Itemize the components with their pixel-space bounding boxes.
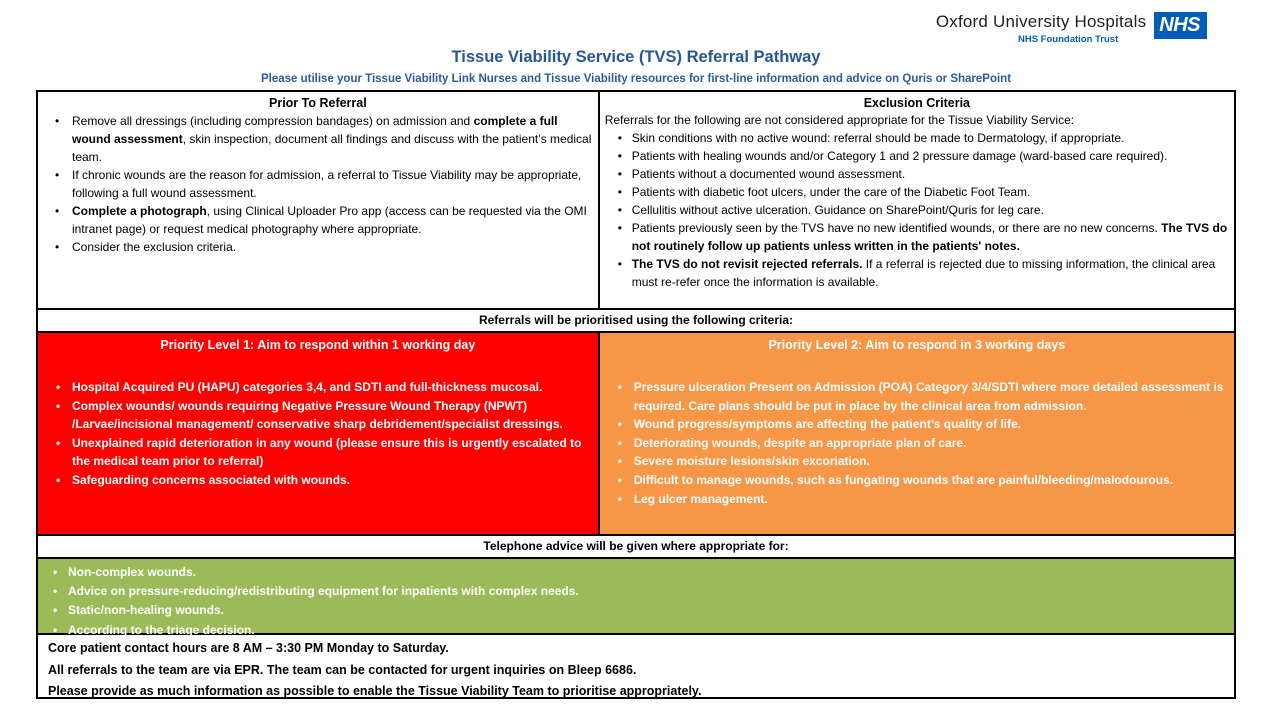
priority1-heading: Priority Level 1: Aim to respond within 1 working day: [160, 338, 476, 352]
list-item: • Pressure ulceration Present on Admission (POA) Category 3/4/SDTI where more detailed assessment is required. Care plans should be put in place by the clinical area from admission.: [606, 378, 1228, 415]
list-item: • Patients with diabetic foot ulcers, under the care of the Diabetic Foot Team.: [606, 183, 1228, 201]
footer-lines: [38, 642, 1234, 698]
list-item: • Patients with healing wounds and/or Category 1 and 2 pressure damage (ward-based care required).: [606, 147, 1228, 165]
telephone-bullet-list: [44, 563, 1228, 640]
trust-name: NHS Foundation Trust: [1017, 34, 1119, 45]
list-item: • Unexplained rapid deterioration in any wound (please ensure this is urgently escalated to the medical team prior to referral): [44, 434, 592, 471]
list-item: • Difficult to manage wounds, such as fungating wounds that are painful/bleeding/malodourous.: [606, 471, 1228, 490]
section-footer-info: [38, 633, 1234, 697]
list-item: • Patients previously seen by the TVS have no new identified wounds, or there are no new concerns. The TVS do not routinely follow up patients unless written in the patients' notes.: [606, 219, 1228, 255]
page-title: Tissue Viability Service (TVS) Referral Pathway: [451, 48, 821, 66]
list-item: • The TVS do not revisit rejected referrals. If a referral is rejected due to missing information, the clinical area must re-refer once the information is available.: [606, 255, 1228, 291]
list-item: • According to the triage decision.: [44, 621, 1228, 640]
priority2-heading: Priority Level 2: Aim to respond in 3 working days: [768, 338, 1066, 352]
section-telephone-advice: [38, 557, 1234, 637]
list-item: • Leg ulcer management.: [606, 490, 1228, 509]
list-item: • Wound progress/symptoms are affecting the patient’s quality of life.: [606, 415, 1228, 434]
list-item: • If chronic wounds are the reason for admission, a referral to Tissue Viability may be appropriate, following a full wound assessment.: [44, 166, 592, 202]
list-item: All referrals to the team are via EPR. The team can be contacted for urgent inquiries on Bleep 6686.: [48, 662, 637, 677]
list-item: • Complete a photograph, using Clinical Uploader Pro app (access can be requested via the OMI intranet page) or request medical photography where appropriate.: [44, 202, 592, 238]
pathway-table: [36, 90, 1236, 699]
list-item: Please provide as much information as possible to enable the Tissue Viability Team to prioritise appropriately.: [48, 684, 702, 698]
section-priority-level-2: [598, 333, 1234, 534]
prior-bullet-list: [44, 112, 592, 256]
list-item: • Patients without a documented wound assessment.: [606, 165, 1228, 183]
row-prior-exclusion: [38, 92, 1234, 308]
priority1-bullet-list: [44, 378, 592, 490]
nhs-logo-text: [936, 12, 1146, 45]
prioritised-banner: Referrals will be prioritised using the following criteria:: [38, 308, 1234, 331]
section-exclusion-criteria: [598, 92, 1234, 308]
prior-heading: Prior To Referral: [269, 96, 367, 110]
telephone-banner: Telephone advice will be given where appropriate for:: [38, 534, 1234, 557]
priority2-bullet-list: [606, 378, 1228, 508]
list-item: • Remove all dressings (including compression bandages) on admission and complete a full wound assessment, skin inspection, document all findings and discuss with the patient’s medical team.: [44, 112, 592, 166]
page-subtitle: Please utilise your Tissue Viability Link Nurses and Tissue Viability resources for first-line information and advice on Quris or SharePoint: [260, 73, 1012, 85]
nhs-logo-icon: NHS: [1154, 12, 1207, 39]
list-item: • Cellulitis without active ulceration. Guidance on SharePoint/Quris for leg care.: [606, 201, 1228, 219]
exclusion-intro: Referrals for the following are not considered appropriate for the Tissue Viability Service:: [604, 113, 1075, 127]
row-priority-levels: [38, 331, 1234, 534]
list-item: • Skin conditions with no active wound: referral should be made to Dermatology, if appropriate.: [606, 129, 1228, 147]
exclusion-heading: Exclusion Criteria: [863, 96, 970, 110]
list-item: • Advice on pressure-reducing/redistributing equipment for inpatients with complex needs.: [44, 582, 1228, 601]
list-item: • Static/non-healing wounds.: [44, 601, 1228, 620]
list-item: • Complex wounds/ wounds requiring Negative Pressure Wound Therapy (NPWT) /Larvae/incisional management/ conservative sharp debridement/specialist dressings.: [44, 397, 592, 434]
section-prior-to-referral: [38, 92, 598, 308]
list-item: • Safeguarding concerns associated with wounds.: [44, 471, 592, 490]
section-priority-level-1: [38, 333, 598, 534]
list-item: • Non-complex wounds.: [44, 563, 1228, 582]
logo-row: [936, 12, 1207, 45]
hospital-name: Oxford University Hospitals: [935, 12, 1147, 31]
list-item: Core patient contact hours are 8 AM – 3:30 PM Monday to Saturday.: [48, 641, 449, 655]
nhs-logo: [936, 12, 1207, 45]
list-item: • Consider the exclusion criteria.: [44, 238, 592, 256]
list-item: • Severe moisture lesions/skin excoriation.: [606, 452, 1228, 471]
list-item: • Deteriorating wounds, despite an appropriate plan of care.: [606, 434, 1228, 453]
list-item: • Hospital Acquired PU (HAPU) categories 3,4, and SDTI and full-thickness mucosal.: [44, 378, 592, 397]
exclusion-bullet-list: [606, 129, 1228, 291]
